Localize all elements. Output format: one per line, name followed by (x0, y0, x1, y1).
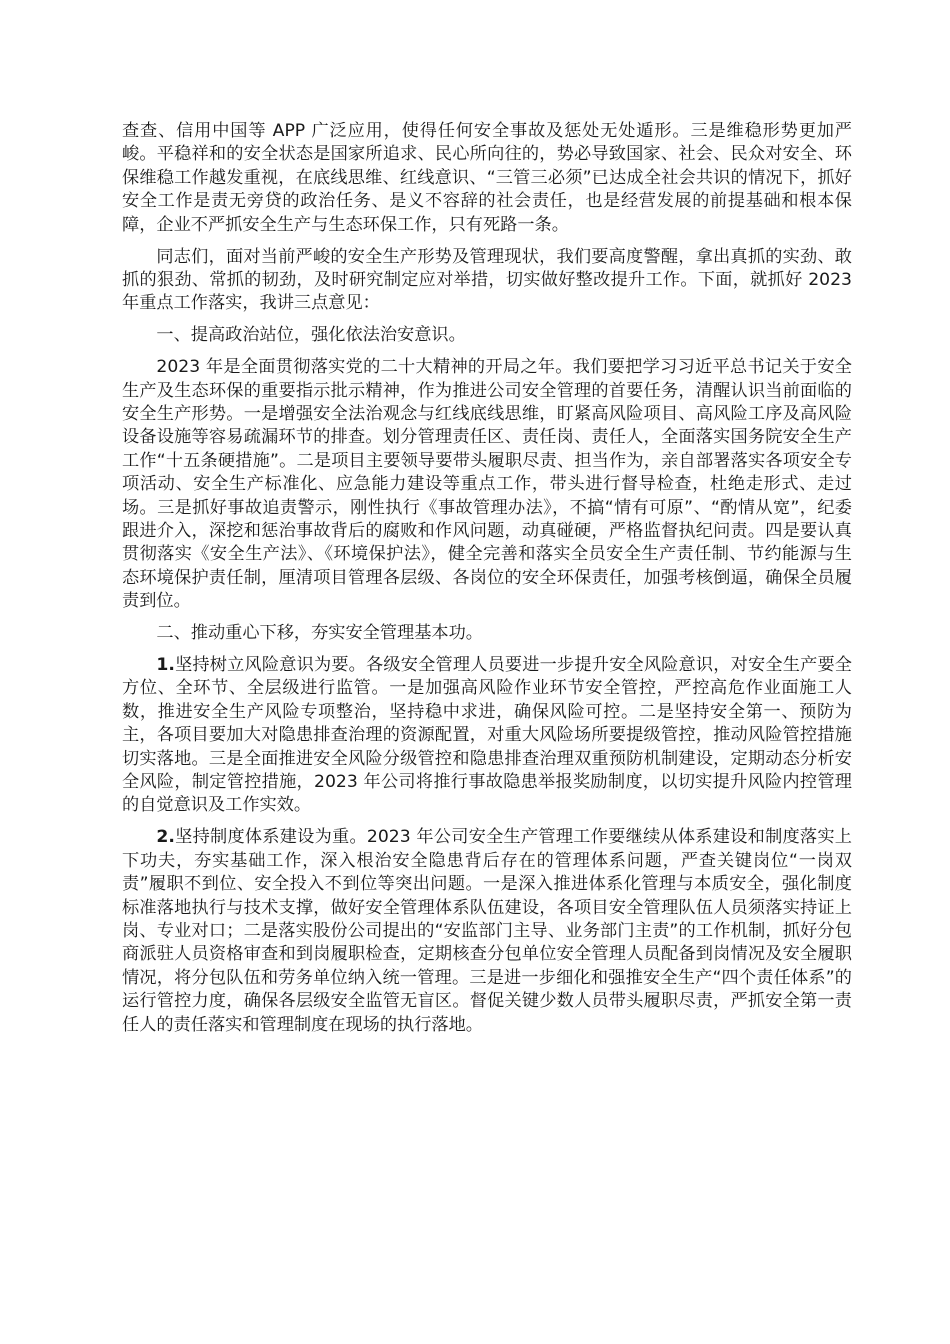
document-page (122, 120, 852, 1046)
item-text: 坚持树立风险意识为要。各级安全管理人员要进一步提升安全风险意识，对安全生产要全方位、全环节、全层级进行监管。一是加强高风险作业环节安全管控，严控高危作业面施工人数，推进安全生产风险专项整治，坚持稳中求进，确保风险可控。二是坚持安全第一、预防为主，各项目要加大对隐患排查治理的资源配置，对重大风险场所要提级管控，推动风险管控措施切实落地。三是全面推进安全风险分级管控和隐患排查治理双重预防机制建设，定期动态分析安全风险，制定管控措施，2023 年公司将推行事故隐患举报奖励制度，以切实提升风险内控管理的自觉意识及工作实效。 (122, 655, 852, 816)
paragraph-continuation: 查查、信用中国等 APP 广泛应用，使得任何安全事故及惩处无处遁形。三是维稳形势更加严峻。平稳祥和的安全状态是国家所追求、民心所向往的，势必导致国家、社会、民众对安全、环保维稳工作越发重视，在底线思维、红线意识、“三管三必须”已达成全社会共识的情况下，抓好安全工作是责无旁贷的政治任务、是义不容辞的社会责任，也是经营发展的前提基础和根本保障，企业不严抓安全生产与生态环保工作，只有死路一条。 (122, 121, 852, 235)
section-heading-2: 二、推动重心下移，夯实安全管理基本功。 (156, 623, 483, 644)
item-number: 1. (156, 655, 175, 676)
section-heading-1: 一、提高政治站位，强化依法治安意识。 (156, 325, 466, 346)
paragraph-section-1-body: 2023 年是全面贯彻落实党的二十大精神的开局之年。我们要把学习习近平总书记关于安全生产及生态环保的重要指示批示精神，作为推进公司安全管理的首要任务，清醒认识当前面临的安全生产形势。一是增强安全法治观念与红线底线思维，盯紧高风险项目、高风险工序及高风险设备设施等容易疏漏环节的排查。划分管理责任区、责任岗、责任人，全面落实国务院安全生产工作“十五条硬措施”。二是项目主要领导要带头履职尽责、担当作为，亲自部署落实各项安全专项活动、安全生产标准化、应急能力建设等重点工作，带头进行督导检查，杜绝走形式、走过场。三是抓好事故追责警示，刚性执行《事故管理办法》，不搞“情有可原”、“酌情从宽”，纪委跟进介入，深挖和惩治事故背后的腐败和作风问题，动真碰硬，严格监督执纪问责。四是要认真贯彻落实《安全生产法》、《环境保护法》，健全完善和落实全员安全生产责任制、节约能源与生态环境保护责任制，厘清项目管理各层级、各岗位的安全环保责任，加强考核倒逼，确保全员履责到位。 (122, 357, 852, 612)
item-text: 坚持制度体系建设为重。2023 年公司安全生产管理工作要继续从体系建设和制度落实上下功夫，夯实基础工作，深入根治安全隐患背后存在的管理体系问题，严查关键岗位“一岗双责”履职不到位、安全投入不到位等突出问题。一是深入推进体系化管理与本质安全，强化制度标准落地执行与技术支撑，做好安全管理体系队伍建设，各项目安全管理队伍人员须落实持证上岗、专业对口；二是落实股份公司提出的“安监部门主导、业务部门主责”的工作机制，抓好分包商派驻人员资格审查和到岗履职检查，定期核查分包单位安全管理人员配备到岗情况及安全履职情况，将分包队伍和劳务单位纳入统一管理。三是进一步细化和强推安全生产“四个责任体系”的运行管控力度，确保各层级安全监管无盲区。督促关键少数人员带头履职尽责，严抓安全第一责任人的责任落实和管理制度在现场的执行落地。 (122, 827, 852, 1035)
item-number: 2. (156, 827, 175, 848)
paragraph-item-1 (122, 654, 852, 818)
paragraph-comrades: 同志们，面对当前严峻的安全生产形势及管理现状，我们要高度警醒，拿出真抓的实劲、敢抓的狠劲、常抓的韧劲，及时研究制定应对举措，切实做好整改提升工作。下面，就抓好 2023 年重点工作落实，我讲三点意见： (122, 246, 852, 314)
paragraph-item-2 (122, 826, 852, 1037)
